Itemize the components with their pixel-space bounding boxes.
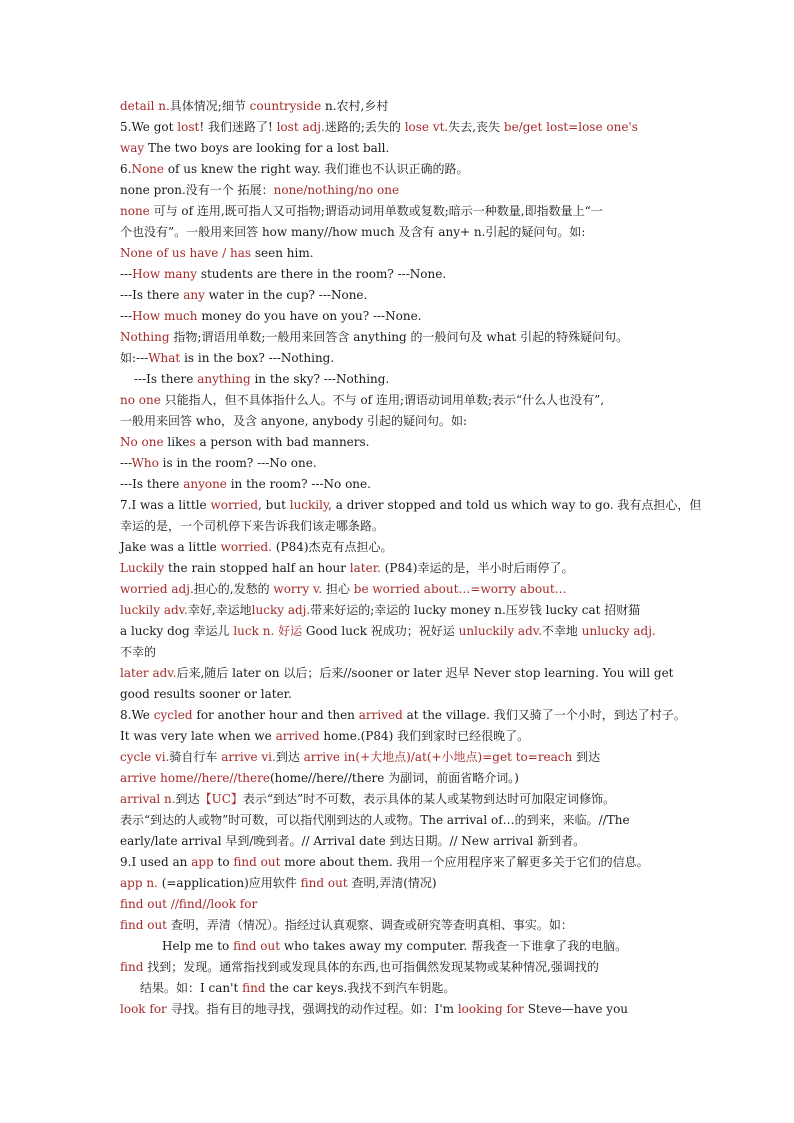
text-segment: 后来,随后 later on 以后；后来//sooner or later 迟早 Never stop learning. You will get	[176, 666, 674, 680]
text-segment: 到达	[275, 750, 304, 764]
text-segment: (P84)幸运的是，半小时后雨停了。	[380, 561, 574, 575]
vocab-line-app	[120, 873, 685, 894]
highlighted-term: be/get lost=lose one's	[503, 120, 638, 134]
text-segment: 寻找。指有目的地寻找，强调找的动作过程。如：I'm	[166, 1002, 458, 1016]
text-segment: 只能指人，但不具体指什么人。不与 of 连用;谓语动词用单数;表示“什么人也没有”,	[160, 393, 605, 407]
vocab-line-detail	[120, 96, 685, 117]
text-segment: students are there in the room? ---None.	[197, 267, 447, 281]
text-segment: 迷路的;丢失的	[324, 120, 405, 134]
highlighted-term: find out //find//look for	[120, 897, 258, 911]
text-segment: It was very late when we	[120, 729, 276, 743]
highlighted-term: Who	[131, 456, 159, 470]
highlighted-term: None	[131, 162, 165, 176]
highlighted-term: cycled	[153, 708, 193, 722]
highlighted-term: arrived	[358, 708, 403, 722]
text-segment: 可与 of 连用,既可指人又可指物;谓语动词用单数或复数;暗示一种数量,即指数量上“一	[149, 204, 603, 218]
dialogue-line	[120, 285, 685, 306]
text-segment: 带来好运的;幸运的 lucky money n.压岁钱 lucky cat 招财猫	[310, 603, 641, 617]
explanation-line	[120, 810, 685, 831]
highlighted-term: unlucky adj.	[581, 624, 656, 638]
text-segment: the car keys.我找不到汽车钥匙。	[265, 981, 456, 995]
explanation-line	[120, 201, 685, 222]
text-segment: water in the cup? ---None.	[204, 288, 368, 302]
highlighted-term: arrival n.	[120, 792, 176, 806]
highlighted-term: none	[120, 204, 150, 218]
document-page	[120, 96, 702, 1020]
highlighted-term: No one	[120, 435, 164, 449]
highlighted-term: be worried about…=worry about…	[353, 582, 567, 596]
highlighted-term: countryside	[249, 99, 322, 113]
highlighted-term: None of us have / has	[120, 246, 252, 260]
highlighted-term: arrive in(+大地点)/at(+小地点)=get to=reach	[303, 750, 573, 764]
example-sentence-8	[120, 705, 685, 726]
example-sentence-6	[120, 159, 685, 180]
text-segment: 担心的,发愁的	[193, 582, 274, 596]
text-segment: at the village. 我们又骑了一个小时，到达了村子。	[402, 708, 686, 722]
text-segment: is in the box? ---Nothing.	[180, 351, 335, 365]
dialogue-line	[120, 453, 685, 474]
text-segment: ---Is there	[120, 477, 184, 491]
text-segment: ! 我们迷路了!	[199, 120, 277, 134]
text-segment: 个也没有”。一般用来回答 how many//how much 及含有 any+ n.引起的疑问句。如:	[120, 225, 586, 239]
text-segment: (=application)应用软件	[157, 876, 301, 890]
example-sentence-7	[120, 495, 702, 516]
highlighted-term: luck n. 好运	[233, 624, 303, 638]
text-segment: the rain stopped half an hour	[164, 561, 350, 575]
text-segment: ---	[120, 267, 133, 281]
text-segment: 不幸的	[120, 645, 157, 659]
explanation-line	[120, 390, 685, 411]
text-segment: 指物;谓语用单数;一般用来回答含 anything 的一般问句及 what 引起的特殊疑问句。	[169, 330, 629, 344]
highlighted-term: What	[148, 351, 181, 365]
text-segment: 查明，弄清（情况）。指经过认真观察、调查或研究等查明真相、事实。如：	[167, 918, 573, 932]
text-segment: is in the room? ---No one.	[158, 456, 317, 470]
vocab-line-luckily	[120, 600, 685, 621]
text-segment: 失去,丧失	[448, 120, 504, 134]
explanation-line	[120, 411, 685, 432]
highlighted-term: any	[183, 288, 205, 302]
highlighted-term: find	[120, 960, 144, 974]
text-segment: more about them. 我用一个应用程序来了解更多关于它们的信息。	[280, 855, 649, 869]
example-line	[120, 138, 685, 159]
highlighted-term: s	[189, 435, 196, 449]
example-line	[120, 558, 685, 579]
text-segment: 到达	[175, 792, 200, 806]
highlighted-term: find	[242, 981, 266, 995]
vocab-line-none	[120, 180, 685, 201]
vocab-line-worried	[120, 579, 685, 600]
highlighted-term: worry v.	[273, 582, 323, 596]
text-segment: like	[163, 435, 190, 449]
example-line	[120, 936, 685, 957]
highlighted-term: unluckily adv.	[458, 624, 542, 638]
text-segment: 如:---	[120, 351, 149, 365]
vocab-line-continued	[120, 684, 685, 705]
highlighted-term: find out	[233, 939, 281, 953]
text-segment: Steve—have you	[523, 1002, 629, 1016]
highlighted-term: lose vt.	[404, 120, 449, 134]
explanation-line	[120, 327, 685, 348]
text-segment: 8.We	[120, 708, 154, 722]
text-segment: 7.I was a little	[120, 498, 211, 512]
highlighted-term: looking for	[457, 1002, 524, 1016]
example-line	[120, 978, 685, 999]
highlighted-term: worried adj.	[120, 582, 194, 596]
highlighted-term: app n.	[120, 876, 158, 890]
vocab-line-later	[120, 663, 685, 684]
text-segment: early/late arrival 早到/晚到者。// Arrival date 到达日期。// New arrival 新到者。	[120, 834, 586, 848]
dialogue-line	[120, 369, 685, 390]
text-segment: The two boys are looking for a lost ball.	[144, 141, 390, 155]
highlighted-term: no one	[120, 393, 161, 407]
text-segment: 表示“到达”时不可数，表示具体的某人或某物到达时可加限定词修饰。	[242, 792, 616, 806]
highlighted-term: lost	[177, 120, 200, 134]
highlighted-term: anyone	[183, 477, 227, 491]
example-line	[120, 243, 685, 264]
text-segment: in the sky? ---Nothing.	[250, 372, 390, 386]
comparison-heading	[120, 894, 685, 915]
text-segment: good results sooner or later.	[120, 687, 292, 701]
vocab-line-luck	[120, 621, 685, 642]
highlighted-term: arrive home//here//there	[120, 771, 270, 785]
text-segment: 不幸地	[541, 624, 582, 638]
example-line	[120, 537, 685, 558]
text-segment: to	[213, 855, 234, 869]
text-segment: n.农村,乡村	[321, 99, 389, 113]
text-segment: 6.	[120, 162, 132, 176]
text-segment: in the room? ---No one.	[226, 477, 371, 491]
vocab-line-cycle	[120, 747, 685, 768]
highlighted-term: Nothing	[120, 330, 170, 344]
highlighted-term: find out	[120, 918, 168, 932]
highlighted-term: arrive vi.	[221, 750, 276, 764]
text-segment: , but	[258, 498, 290, 512]
highlighted-term: How much	[132, 309, 198, 323]
text-segment: ---Is there	[134, 372, 198, 386]
text-segment: 找到；发现。通常指找到或发现具体的东西,也可指偶然发现某物或某种情况,强调找的	[143, 960, 599, 974]
highlighted-term: arrived	[275, 729, 320, 743]
text-segment: 表示“到达的人或物”时可数，可以指代刚到达的人或物。The arrival of…的到来，来临。//The	[120, 813, 630, 827]
text-segment: 一般用来回答 who，及含 anyone, anybody 引起的疑问句。如:	[120, 414, 468, 428]
highlighted-term: lost adj.	[276, 120, 325, 134]
vocab-line-continued	[120, 642, 685, 663]
highlighted-term: find out	[300, 876, 348, 890]
highlighted-term: lucky adj.	[251, 603, 311, 617]
example-line	[120, 726, 685, 747]
text-segment: 5.We got	[120, 120, 178, 134]
highlighted-term: luckily adv.	[120, 603, 188, 617]
text-segment: money do you have on you? ---None.	[197, 309, 422, 323]
example-line	[120, 432, 685, 453]
highlighted-term: worried.	[220, 540, 272, 554]
text-segment: 到达	[572, 750, 601, 764]
highlighted-term: later.	[349, 561, 381, 575]
highlighted-term: How many	[132, 267, 197, 281]
text-segment: ---	[120, 309, 133, 323]
explanation-line	[120, 915, 685, 936]
highlighted-term: none/nothing/no one	[273, 183, 400, 197]
explanation-line	[120, 957, 685, 978]
text-segment: ---	[120, 456, 132, 470]
explanation-line	[120, 222, 685, 243]
dialogue-line	[120, 474, 685, 495]
text-segment: (P84)杰克有点担心。	[272, 540, 393, 554]
text-segment: 幸好,幸运地	[187, 603, 252, 617]
text-segment: a person with bad manners.	[195, 435, 370, 449]
highlighted-term: way	[120, 141, 145, 155]
text-segment: , a driver stopped and told us which way to go. 我有点担心，但	[328, 498, 702, 512]
text-segment: 结果。如：I can't	[140, 981, 243, 995]
highlighted-term: find out	[233, 855, 281, 869]
text-segment: seen him.	[251, 246, 314, 260]
text-segment: 担心	[322, 582, 354, 596]
highlighted-term: later adv.	[120, 666, 177, 680]
text-segment: Good luck 祝成功；祝好运	[302, 624, 459, 638]
highlighted-term: worried	[210, 498, 259, 512]
example-sentence-9	[120, 852, 685, 873]
text-segment: (home//here//there 为副词，前面省略介词。)	[269, 771, 519, 785]
text-segment: none pron.没有一个 拓展：	[120, 183, 274, 197]
explanation-line	[120, 831, 685, 852]
dialogue-line	[120, 264, 685, 285]
dialogue-line	[120, 348, 685, 369]
text-segment: Jake was a little	[120, 540, 221, 554]
highlighted-term: detail n.	[120, 99, 170, 113]
text-segment: a lucky dog 幸运儿	[120, 624, 234, 638]
highlighted-term: luckily	[289, 498, 329, 512]
text-segment: of us knew the right way. 我们谁也不认识正确的路。	[164, 162, 469, 176]
highlighted-term: app	[191, 855, 214, 869]
vocab-line-arrival	[120, 789, 685, 810]
highlighted-term: look for	[120, 1002, 167, 1016]
text-segment: for another hour and then	[192, 708, 359, 722]
text-segment: ---Is there	[120, 288, 184, 302]
text-segment: 查明,弄清(情况)	[347, 876, 437, 890]
text-segment: 9.I used an	[120, 855, 192, 869]
vocab-line-arrive-home	[120, 768, 685, 789]
highlighted-term: cycle vi.	[120, 750, 170, 764]
highlighted-term: 【UC】	[199, 792, 243, 806]
text-segment: home.(P84) 我们到家时已经很晚了。	[319, 729, 530, 743]
text-segment: 具体情况;细节	[169, 99, 250, 113]
dialogue-line	[120, 306, 685, 327]
highlighted-term: anything	[197, 372, 251, 386]
highlighted-term: Luckily	[120, 561, 165, 575]
text-segment: 骑自行车	[169, 750, 222, 764]
translation-line	[120, 516, 685, 537]
explanation-line	[120, 999, 685, 1020]
text-segment: who takes away my computer. 帮我查一下谁拿了我的电脑。	[280, 939, 628, 953]
example-sentence-5	[120, 117, 685, 138]
text-segment: Help me to	[162, 939, 234, 953]
text-segment: 幸运的是，一个司机停下来告诉我们该走哪条路。	[120, 519, 385, 533]
